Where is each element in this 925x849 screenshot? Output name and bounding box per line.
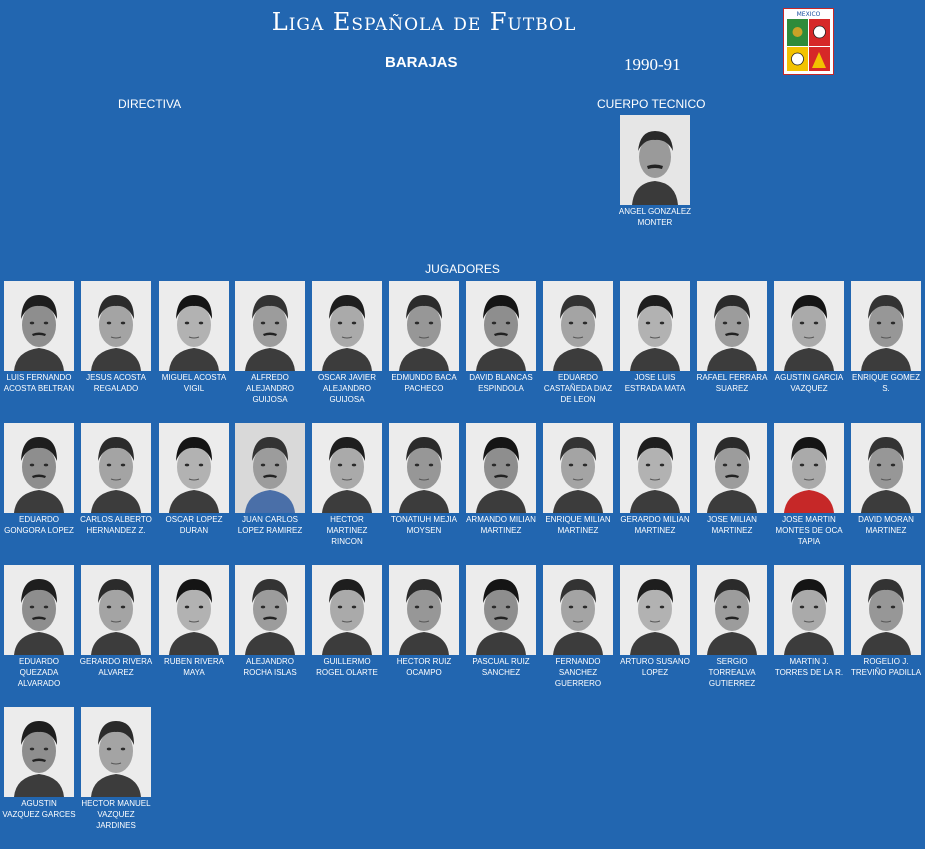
player-name: JESUS ACOSTA REGALADO xyxy=(86,373,146,393)
player-name: ALEJANDRO ROCHA ISLAS xyxy=(243,657,297,677)
player-card[interactable] xyxy=(466,281,536,394)
player-card[interactable] xyxy=(851,423,921,536)
player-name: GERARDO MILIAN MARTINEZ xyxy=(620,515,690,535)
player-card[interactable] xyxy=(620,281,690,394)
player-card[interactable] xyxy=(620,565,690,678)
coach-card[interactable] xyxy=(620,115,690,228)
player-photo xyxy=(4,423,74,513)
player-card[interactable] xyxy=(774,423,844,547)
season-label: 1990-91 xyxy=(624,55,681,74)
player-name: ENRIQUE GOMEZ S. xyxy=(851,373,920,393)
player-photo xyxy=(389,281,459,371)
coach-photo xyxy=(620,115,690,205)
player-photo xyxy=(159,423,229,513)
player-card[interactable] xyxy=(543,423,613,536)
player-name: AGUSTIN GARCIA VAZQUEZ xyxy=(774,373,844,393)
player-photo xyxy=(312,423,382,513)
player-name: EDUARDO QUEZADA ALVARADO xyxy=(17,657,61,688)
player-photo xyxy=(466,281,536,371)
player-card[interactable] xyxy=(697,423,767,536)
player-card[interactable] xyxy=(774,281,844,394)
player-card[interactable] xyxy=(466,565,536,678)
player-card[interactable] xyxy=(389,423,459,536)
player-photo xyxy=(235,565,305,655)
player-photo xyxy=(620,423,690,513)
player-name: JOSE MILIAN MARTINEZ xyxy=(707,515,757,535)
player-photo xyxy=(543,423,613,513)
player-card[interactable] xyxy=(543,281,613,405)
player-card[interactable] xyxy=(159,423,229,536)
player-card[interactable] xyxy=(389,565,459,678)
player-name: FERNANDO SANCHEZ GUERRERO xyxy=(554,657,602,688)
player-name: CARLOS ALBERTO HERNANDEZ Z. xyxy=(80,515,152,535)
player-photo xyxy=(4,281,74,371)
player-name: RAFAEL FERRARA SUAREZ xyxy=(696,373,768,393)
player-photo xyxy=(159,565,229,655)
player-card[interactable] xyxy=(81,565,151,678)
player-card[interactable] xyxy=(235,423,305,536)
player-photo xyxy=(81,565,151,655)
player-name: AGUSTIN VAZQUEZ GARCES xyxy=(2,799,76,819)
player-card[interactable] xyxy=(851,565,921,678)
coach-name: ANGEL GONZALEZ MONTER xyxy=(618,207,692,227)
player-photo xyxy=(697,281,767,371)
player-name: ARTURO SUSANO LOPEZ xyxy=(620,657,690,677)
player-card[interactable] xyxy=(81,423,151,536)
player-name: GUILLERMO ROGEL OLARTE xyxy=(316,657,378,677)
player-photo xyxy=(81,423,151,513)
player-name: OSCAR LOPEZ DURAN xyxy=(165,515,223,535)
player-name: RUBEN RIVERA MAYA xyxy=(163,657,224,677)
player-name: JOSE MARTIN MONTES DE OCA TAPIA xyxy=(775,515,843,546)
player-photo xyxy=(697,423,767,513)
player-card[interactable] xyxy=(312,565,382,678)
player-photo xyxy=(389,423,459,513)
player-photo xyxy=(4,565,74,655)
player-photo xyxy=(851,423,921,513)
player-photo xyxy=(312,565,382,655)
player-name: JOSE LUIS ESTRADA MATA xyxy=(624,373,686,393)
player-name: HECTOR MANUEL VAZQUEZ JARDINES xyxy=(81,799,151,830)
player-name: LUIS FERNANDO ACOSTA BELTRAN xyxy=(3,373,75,393)
player-card[interactable] xyxy=(466,423,536,536)
player-card[interactable] xyxy=(81,281,151,394)
player-card[interactable] xyxy=(4,707,74,820)
section-directiva: DIRECTIVA xyxy=(118,97,182,111)
player-card[interactable] xyxy=(4,423,74,536)
player-photo xyxy=(235,281,305,371)
player-photo xyxy=(774,423,844,513)
player-card[interactable] xyxy=(389,281,459,394)
player-name: ENRIQUE MILIAN MARTINEZ xyxy=(545,515,611,535)
player-card[interactable] xyxy=(81,707,151,831)
player-name: EDUARDO GONGORA LOPEZ xyxy=(4,515,74,535)
player-name: HECTOR MARTINEZ RINCON xyxy=(326,515,368,546)
svg-text:MEXICO: MEXICO xyxy=(796,11,821,18)
player-card[interactable] xyxy=(159,281,229,394)
team-name: BARAJAS xyxy=(385,54,458,71)
player-name: ARMANDO MILIAN MARTINEZ xyxy=(466,515,536,535)
player-card[interactable] xyxy=(620,423,690,536)
player-card[interactable] xyxy=(851,281,921,394)
player-card[interactable] xyxy=(774,565,844,678)
section-cuerpo-tecnico: CUERPO TECNICO xyxy=(597,97,706,111)
player-name: MARTIN J. TORRES DE LA R. xyxy=(774,657,844,677)
player-photo xyxy=(774,281,844,371)
player-name: EDUARDO CASTAÑEDA DIAZ DE LEON xyxy=(543,373,613,404)
player-card[interactable] xyxy=(159,565,229,678)
player-card[interactable] xyxy=(697,281,767,394)
player-name: HECTOR RUIZ OCAMPO xyxy=(396,657,452,677)
player-name: ALFREDO ALEJANDRO GUIJOSA xyxy=(245,373,294,404)
player-photo xyxy=(235,423,305,513)
player-name: SERGIO TORREALVA GUTIERREZ xyxy=(708,657,756,688)
player-card[interactable] xyxy=(312,281,382,405)
player-card[interactable] xyxy=(697,565,767,689)
player-photo xyxy=(851,565,921,655)
player-photo xyxy=(620,565,690,655)
player-name: JUAN CARLOS LOPEZ RAMIREZ xyxy=(237,515,303,535)
player-name: TONATIUH MEJIA MOYSEN xyxy=(391,515,457,535)
player-photo xyxy=(697,565,767,655)
player-photo xyxy=(81,281,151,371)
player-photo xyxy=(851,281,921,371)
league-title: Liga Española de Futbol xyxy=(271,8,577,36)
player-photo xyxy=(312,281,382,371)
player-name: DAVID MORAN MARTINEZ xyxy=(858,515,914,535)
player-name: ROGELIO J. TREVIÑO PADILLA xyxy=(850,657,922,677)
player-photo xyxy=(389,565,459,655)
player-card[interactable] xyxy=(312,423,382,547)
player-name: MIGUEL ACOSTA VIGIL xyxy=(161,373,227,393)
player-name: GERARDO RIVERA ALVAREZ xyxy=(79,657,153,677)
player-photo xyxy=(159,281,229,371)
player-card[interactable] xyxy=(235,281,305,405)
player-photo xyxy=(4,707,74,797)
player-photo xyxy=(466,423,536,513)
player-photo xyxy=(774,565,844,655)
player-photo xyxy=(466,565,536,655)
mexico-crest-logo xyxy=(783,8,834,75)
player-photo xyxy=(620,281,690,371)
player-card[interactable] xyxy=(4,565,74,689)
section-jugadores: JUGADORES xyxy=(425,262,500,276)
player-photo xyxy=(543,565,613,655)
player-card[interactable] xyxy=(4,281,74,394)
player-name: PASCUAL RUIZ SANCHEZ xyxy=(472,657,530,677)
player-name: OSCAR JAVIER ALEJANDRO GUIJOSA xyxy=(317,373,377,404)
player-photo xyxy=(81,707,151,797)
player-card[interactable] xyxy=(543,565,613,689)
player-card[interactable] xyxy=(235,565,305,678)
player-photo xyxy=(543,281,613,371)
player-name: DAVID BLANCAS ESPINDOLA xyxy=(469,373,533,393)
player-name: EDMUNDO BACA PACHECO xyxy=(391,373,457,393)
